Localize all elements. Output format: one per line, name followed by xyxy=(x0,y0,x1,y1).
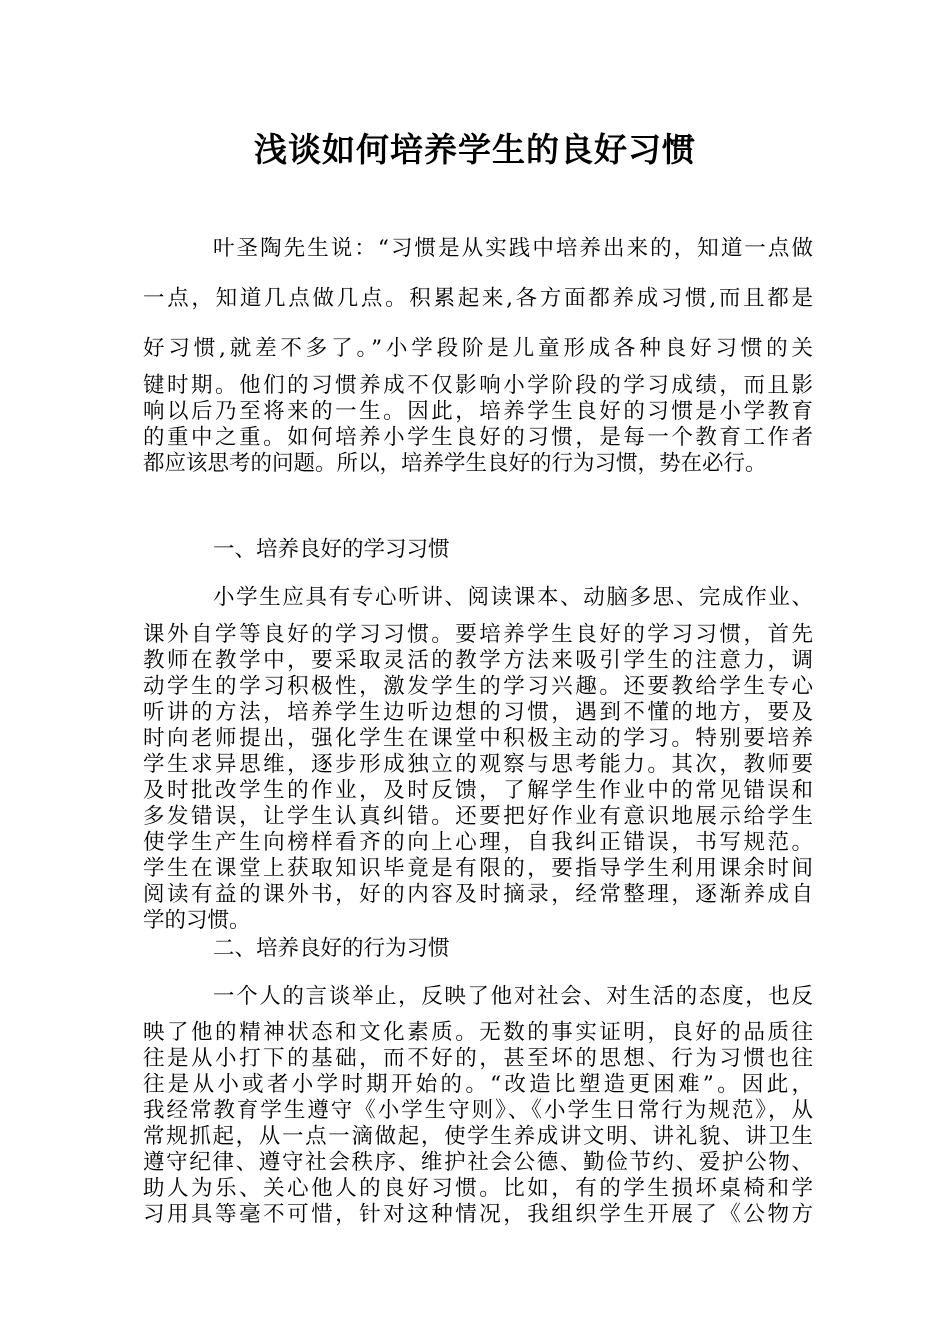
paragraph-line: 键时期。他们的习惯养成不仅影响小学阶段的学习成绩，而且影 xyxy=(143,373,813,398)
paragraph-line: 往是从小或者小学时期开始的。“改造比塑造更困难”。因此， xyxy=(143,1072,813,1097)
paragraph-line: 习用具等毫不可惜，针对这种情况，我组织学生开展了《公物方 xyxy=(143,1202,813,1227)
paragraph-line: 学生求异思维，逐步形成独立的观察与思考能力。其次，教师要 xyxy=(143,752,813,777)
paragraph-line: 及时批改学生的作业，及时反馈，了解学生作业中的常见错误和 xyxy=(143,778,813,803)
paragraph-line: 课外自学等良好的学习习惯。要培养学生良好的学习习惯，首先 xyxy=(143,622,813,647)
paragraph-line: 学的习惯。 xyxy=(143,908,251,933)
paragraph-line: 多发错误，让学生认真纠错。还要把好作业有意识地展示给学生 xyxy=(143,804,813,829)
paragraph-line: 遵守纪律、遵守社会秩序、维护社会公德、勤俭节约、爱护公物、 xyxy=(143,1150,813,1175)
paragraph-line: 叶圣陶先生说：“习惯是从实践中培养出来的，知道一点做 xyxy=(213,236,813,261)
paragraph-line: 常规抓起，从一点一滴做起，使学生养成讲文明、讲礼貌、讲卫生 xyxy=(143,1124,813,1149)
paragraph-line: 听讲的方法，培养学生边听边想的习惯，遇到不懂的地方，要及 xyxy=(143,700,813,725)
section-heading-behavior-habits: 二、培养良好的行为习惯 xyxy=(213,936,450,961)
paragraph-line: 好习惯,就差不多了。”小学段阶是儿童形成各种良好习惯的关 xyxy=(143,336,813,361)
paragraph-line: 阅读有益的课外书，好的内容及时摘录，经常整理，逐渐养成自 xyxy=(143,882,813,907)
paragraph-line: 的重中之重。如何培养小学生良好的习惯，是每一个教育工作者 xyxy=(143,425,813,450)
paragraph-line: 映了他的精神状态和文化素质。无数的事实证明，良好的品质往 xyxy=(143,1020,813,1045)
section-heading-study-habits: 一、培养良好的学习习惯 xyxy=(213,537,450,562)
document-title: 浅谈如何培养学生的良好习惯 xyxy=(254,130,696,169)
paragraph-line: 往是从小打下的基础，而不好的，甚至坏的思想、行为习惯也往 xyxy=(143,1046,813,1071)
paragraph-line: 我经常教育学生遵守《小学生守则》、《小学生日常行为规范》，从 xyxy=(143,1098,813,1123)
paragraph-line: 响以后乃至将来的一生。因此，培养学生良好的习惯是小学教育 xyxy=(143,399,813,424)
paragraph-line: 动学生的学习积极性，激发学生的学习兴趣。还要教给学生专心 xyxy=(143,674,813,699)
paragraph-line: 学生在课堂上获取知识毕竟是有限的，要指导学生利用课余时间 xyxy=(143,856,813,881)
paragraph-line: 小学生应具有专心听讲、阅读课本、动脑多思、完成作业、 xyxy=(213,585,813,610)
paragraph-line: 一点，知道几点做几点。积累起来,各方面都养成习惯,而且都是 xyxy=(143,286,813,311)
paragraph-line: 使学生产生向榜样看齐的向上心理，自我纠正错误，书写规范。 xyxy=(143,830,813,855)
paragraph-line: 教师在教学中，要采取灵活的教学方法来吸引学生的注意力，调 xyxy=(143,648,813,673)
paragraph-line: 时向老师提出，强化学生在课堂中积极主动的学习。特别要培养 xyxy=(143,726,813,751)
paragraph-line: 都应该思考的问题。所以，培养学生良好的行为习惯，势在必行。 xyxy=(143,451,767,476)
paragraph-line: 助人为乐、关心他人的良好习惯。比如，有的学生损坏桌椅和学 xyxy=(143,1176,813,1201)
paragraph-line: 一个人的言谈举止，反映了他对社会、对生活的态度，也反 xyxy=(213,984,813,1009)
